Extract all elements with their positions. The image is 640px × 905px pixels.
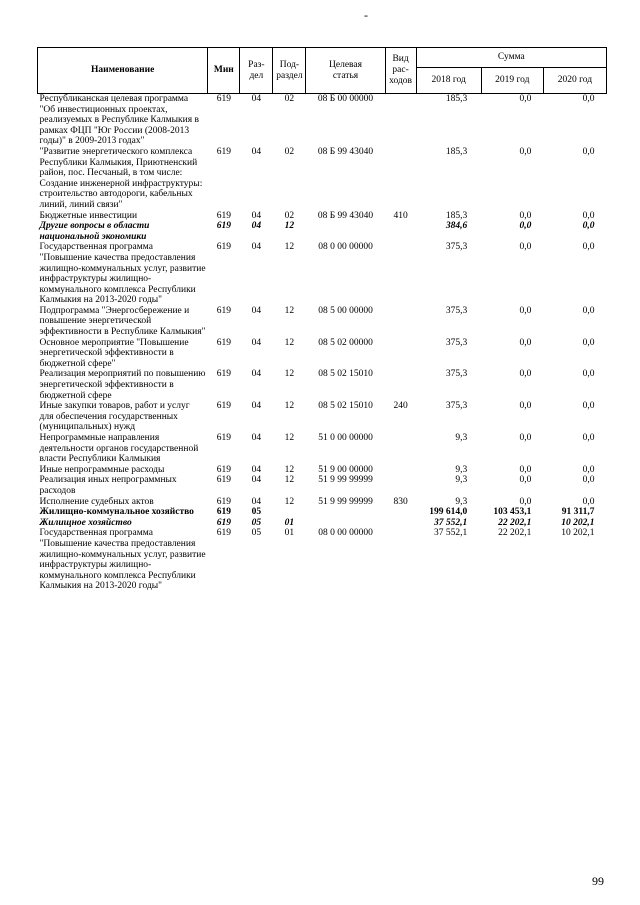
cell-podrazdel: 12 — [284, 369, 295, 380]
cell-name: Исполнение судебных актов — [39, 496, 154, 507]
table-row — [38, 338, 607, 370]
cell-y2020: 0,0 — [582, 475, 595, 486]
cell-min: 619 — [216, 369, 231, 380]
cell-vid: 410 — [393, 210, 408, 221]
header-2019: 2019 год — [481, 68, 543, 94]
cell-y2018: 9,3 — [455, 475, 468, 486]
cell-celevaya: 51 9 99 99999 — [318, 496, 373, 507]
cell-podrazdel: 01 — [284, 528, 295, 539]
cell-y2019: 22 202,1 — [498, 528, 532, 539]
table-row — [38, 475, 607, 496]
cell-y2020: 10 202,1 — [561, 517, 595, 528]
cell-min: 619 — [216, 464, 231, 475]
cell-name: Государственная программа "Повышение качества предоставления жилищно-коммунальных услуг, развитие инфраструктуры жилищно-коммунального комплекса Республики Калмыкия на 2013-2020 годы" — [39, 242, 206, 306]
cell-name: Другие вопросы в области национальной экономики — [39, 221, 150, 242]
cell-razdel: 04 — [251, 221, 262, 232]
header-celevaya: Целевая статья — [306, 48, 385, 94]
cell-razdel: 04 — [251, 146, 262, 157]
cell-name: Подпрограмма "Энергосбережение и повышение энергетической эффективности в Республике Калмыкия" — [39, 305, 206, 338]
cell-y2020: 10 202,1 — [561, 528, 595, 539]
cell-vid — [385, 433, 416, 465]
header-2018: 2018 год — [416, 68, 481, 94]
cell-razdel: 04 — [251, 94, 262, 104]
cell-name: Непрограммные направления деятельности органов государственной власти Республики Калмыкия — [39, 433, 199, 465]
cell-razdel: 04 — [251, 496, 262, 507]
cell-podrazdel: 12 — [284, 401, 295, 412]
header-razdel: Раз- дел — [240, 48, 273, 94]
cell-podrazdel: 12 — [284, 433, 295, 443]
cell-celevaya: 51 9 00 00000 — [318, 464, 373, 475]
cell-y2019: 0,0 — [519, 242, 532, 253]
cell-podrazdel: 02 — [284, 146, 295, 157]
cell-razdel: 05 — [251, 507, 262, 518]
cell-min: 619 — [216, 496, 231, 507]
cell-celevaya: 51 0 00 00000 — [318, 433, 373, 443]
cell-y2019: 0,0 — [519, 221, 532, 232]
table-row — [38, 242, 607, 306]
cell-razdel: 04 — [251, 401, 262, 412]
cell-y2019: 0,0 — [519, 210, 532, 221]
table-row — [38, 211, 607, 222]
cell-y2020: 0,0 — [582, 401, 595, 412]
cell-min: 619 — [216, 242, 231, 253]
cell-min: 619 — [216, 507, 231, 518]
table-body — [38, 94, 607, 592]
cell-vid — [385, 147, 416, 211]
cell-min: 619 — [216, 401, 231, 412]
cell-min: 619 — [216, 337, 231, 348]
cell-vid: 240 — [393, 401, 408, 412]
cell-name: Жилищно-коммунальное хозяйство — [39, 507, 194, 518]
cell-vid — [385, 306, 416, 338]
cell-podrazdel: 01 — [284, 517, 295, 528]
cell-y2018: 375,3 — [445, 401, 468, 412]
cell-y2018: 9,3 — [455, 496, 468, 507]
cell-vid — [385, 518, 416, 529]
table-row — [38, 497, 607, 508]
budget-table — [37, 47, 607, 592]
cell-podrazdel — [273, 507, 306, 518]
cell-y2019: 0,0 — [519, 94, 532, 104]
cell-celevaya — [306, 518, 385, 529]
table-row — [38, 518, 607, 529]
cell-podrazdel: 12 — [284, 464, 295, 475]
cell-y2019: 0,0 — [519, 464, 532, 475]
cell-y2019: 0,0 — [519, 305, 532, 316]
cell-y2020: 0,0 — [582, 337, 595, 348]
cell-name: Иные непрограммные расходы — [39, 464, 165, 475]
cell-celevaya: 08 5 00 00000 — [318, 305, 373, 316]
cell-y2020: 0,0 — [582, 94, 595, 104]
cell-podrazdel: 02 — [284, 210, 295, 221]
cell-vid — [385, 221, 416, 242]
header-2020: 2020 год — [543, 68, 606, 94]
cell-y2018: 185,3 — [445, 146, 468, 157]
cell-name: Реализация иных непрограммных расходов — [39, 475, 177, 496]
cell-podrazdel: 12 — [284, 221, 295, 232]
cell-y2020: 0,0 — [582, 496, 595, 507]
cell-vid — [385, 475, 416, 496]
cell-vid — [385, 465, 416, 476]
cell-y2020: 0,0 — [582, 146, 595, 157]
cell-podrazdel: 02 — [284, 94, 295, 104]
cell-y2018: 185,3 — [445, 94, 468, 104]
cell-name: Государственная программа "Повышение качества предоставления жилищно-коммунальных услуг, развитие инфраструктуры жилищно-коммунального комплекса Республики Калмыкия на 2013-2020 годы" — [39, 528, 206, 592]
page-number: 99 — [592, 874, 604, 888]
table-row — [38, 401, 607, 433]
cell-vid: 830 — [393, 496, 408, 507]
cell-podrazdel: 12 — [284, 475, 295, 486]
cell-celevaya: 51 9 99 99999 — [318, 475, 373, 486]
cell-y2020: 0,0 — [582, 210, 595, 221]
cell-razdel: 04 — [251, 210, 262, 221]
cell-podrazdel: 12 — [284, 305, 295, 316]
cell-celevaya: 08 Б 99 43040 — [317, 146, 374, 157]
cell-podrazdel: 12 — [284, 242, 295, 253]
table-row — [38, 465, 607, 476]
table-row — [38, 221, 607, 242]
cell-podrazdel: 12 — [284, 496, 295, 507]
cell-celevaya: 08 5 02 00000 — [318, 337, 373, 348]
cell-min: 619 — [216, 433, 231, 443]
cell-y2019: 0,0 — [519, 337, 532, 348]
cell-y2019: 0,0 — [519, 433, 532, 443]
cell-vid — [385, 528, 416, 592]
cell-razdel: 04 — [251, 337, 262, 348]
table-row — [38, 528, 607, 592]
cell-vid — [385, 242, 416, 306]
cell-min: 619 — [216, 210, 231, 221]
cell-y2018: 375,3 — [445, 305, 468, 316]
cell-min: 619 — [216, 221, 231, 232]
cell-y2018: 375,3 — [445, 369, 468, 380]
header-min: Мин — [208, 48, 240, 94]
table-row — [38, 433, 607, 465]
cell-y2018: 185,3 — [445, 210, 468, 221]
cell-y2018: 384,6 — [445, 221, 468, 232]
header-vid: Вид рас- ходов — [385, 48, 416, 94]
cell-y2019: 0,0 — [519, 401, 532, 412]
cell-razdel: 04 — [251, 464, 262, 475]
cell-celevaya: 08 5 02 15010 — [318, 369, 373, 380]
cell-celevaya — [306, 507, 385, 518]
cell-y2020: 0,0 — [582, 242, 595, 253]
cell-vid — [385, 338, 416, 370]
cell-y2018: 37 552,1 — [433, 528, 468, 539]
cell-min: 619 — [216, 528, 231, 539]
cell-y2019: 22 202,1 — [498, 517, 532, 528]
cell-name: "Развитие энергетического комплекса Республики Калмыкия, Приютненский район, пос. Песчаный, в том числе: Создание инженерной инфраструктуры: строительство автодороги, кабельных линий, линий связи" — [39, 146, 203, 210]
table-row — [38, 507, 607, 518]
cell-vid — [385, 507, 416, 518]
cell-y2019: 0,0 — [519, 475, 532, 486]
table-row — [38, 94, 607, 147]
cell-razdel: 05 — [251, 517, 262, 528]
cell-y2020: 0,0 — [582, 369, 595, 380]
cell-celevaya: 08 Б 00 00000 — [317, 94, 374, 104]
cell-y2020: 0,0 — [582, 464, 595, 475]
cell-y2020: 0,0 — [582, 433, 595, 443]
cell-celevaya: 08 Б 99 43040 — [317, 210, 374, 221]
cell-celevaya: 08 0 00 00000 — [318, 528, 373, 539]
cell-razdel: 04 — [251, 433, 262, 443]
cell-name: Жилищное хозяйство — [39, 517, 132, 528]
cell-y2020: 0,0 — [582, 305, 595, 316]
cell-y2018: 9,3 — [455, 464, 468, 475]
cell-razdel: 04 — [251, 369, 262, 380]
cell-y2018: 375,3 — [445, 337, 468, 348]
header-summa: Сумма — [416, 48, 606, 68]
table-row — [38, 147, 607, 211]
cell-y2020: 0,0 — [582, 221, 595, 232]
cell-name: Бюджетные инвестиции — [39, 210, 138, 221]
cell-celevaya: 08 0 00 00000 — [318, 242, 373, 253]
top-mark: - — [364, 8, 368, 22]
cell-min: 619 — [216, 305, 231, 316]
table-row — [38, 306, 607, 338]
cell-podrazdel: 12 — [284, 337, 295, 348]
cell-y2019: 0,0 — [519, 369, 532, 380]
cell-name: Республиканская целевая программа "Об инвестиционных проектах, реализуемых в Республике Калмыкия в рамках ФЦП "Юг России (2008-2013 годы)" в 2009-2013 годах" — [39, 94, 199, 147]
header-name: Наименование — [38, 48, 208, 94]
cell-name: Основное мероприятие "Повышение энергетической эффективности в бюджетной сфере" — [39, 337, 189, 369]
cell-razdel: 04 — [251, 305, 262, 316]
cell-y2018: 375,3 — [445, 242, 468, 253]
cell-celevaya: 08 5 02 15010 — [318, 401, 373, 412]
cell-y2019: 103 453,1 — [493, 507, 532, 518]
header-podrazdel: Под- раздел — [273, 48, 306, 94]
cell-y2018: 9,3 — [455, 433, 468, 443]
cell-min: 619 — [216, 94, 231, 104]
cell-razdel: 04 — [251, 242, 262, 253]
cell-celevaya — [306, 221, 385, 242]
cell-name: Иные закупки товаров, работ и услуг для обеспечения государственных (муниципальных) нужд — [39, 401, 190, 433]
cell-min: 619 — [216, 146, 231, 157]
cell-y2020: 91 311,7 — [561, 507, 595, 518]
cell-razdel: 05 — [251, 528, 262, 539]
cell-min: 619 — [216, 517, 231, 528]
table-row — [38, 369, 607, 401]
cell-y2018: 37 552,1 — [433, 517, 468, 528]
cell-y2019: 0,0 — [519, 146, 532, 157]
cell-name: Реализация мероприятий по повышению энергетической эффективности в бюджетной сфере — [39, 369, 206, 401]
cell-min: 619 — [216, 475, 231, 486]
cell-razdel: 04 — [251, 475, 262, 486]
cell-y2019: 0,0 — [519, 496, 532, 507]
cell-vid — [385, 369, 416, 401]
cell-y2018: 199 614,0 — [429, 507, 468, 518]
cell-vid — [385, 94, 416, 147]
